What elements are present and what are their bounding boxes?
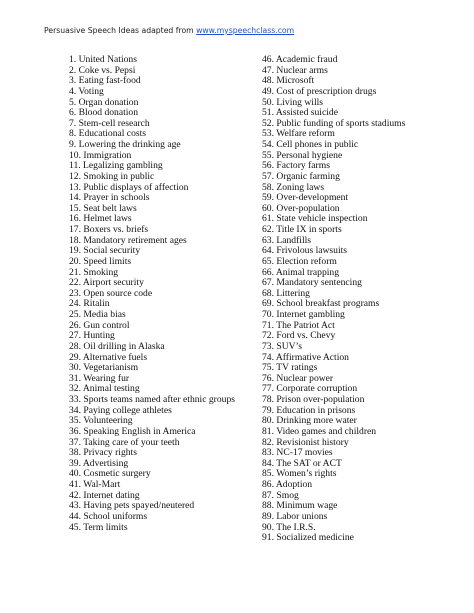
topic-item: 78. Prison over-population bbox=[262, 394, 365, 405]
topic-item: 42. Internet dating bbox=[69, 489, 140, 501]
topic-item: 91. Socialized medicine bbox=[262, 532, 354, 544]
topic-item: 52. Public funding of sports stadiums bbox=[262, 117, 406, 129]
topic-item: 57. Organic farming bbox=[262, 170, 340, 182]
topic-item: 76. Nuclear power bbox=[262, 372, 334, 384]
topic-item: 73. SUV’s bbox=[262, 340, 302, 352]
topic-item: 5. Organ donation bbox=[69, 96, 139, 108]
right-topic-list bbox=[262, 55, 462, 544]
topic-item: 83. NC-17 movies bbox=[262, 447, 333, 459]
topic-item: 26. Gun control bbox=[69, 319, 130, 331]
topic-item: 79. Education in prisons bbox=[262, 404, 356, 416]
topic-item: 71. The Patriot Act bbox=[262, 319, 335, 331]
topic-item: 38. Privacy rights bbox=[69, 447, 137, 459]
topic-item: 74. Affirmative Action bbox=[262, 351, 349, 363]
topic-item: 43. Having pets spayed/neutered bbox=[69, 500, 195, 512]
topic-item: 84. The SAT or ACT bbox=[262, 457, 342, 469]
topic-item: 81. Video games and children bbox=[262, 425, 377, 437]
topic-item: 28. Oil drilling in Alaska bbox=[69, 340, 165, 352]
topic-item: 33. Sports teams named after ethnic groups bbox=[69, 394, 235, 405]
topic-item: 23. Open source code bbox=[69, 287, 153, 299]
topic-item: 35. Volunteering bbox=[69, 415, 133, 427]
topic-item: 69. School breakfast programs bbox=[262, 298, 380, 310]
topic-item: 36. Speaking English in America bbox=[69, 425, 196, 437]
topic-item: 25. Media bias bbox=[69, 309, 126, 320]
topic-item: 34. Paying college athletes bbox=[69, 404, 172, 416]
topic-item: 54. Cell phones in public bbox=[262, 139, 359, 150]
topic-item: 45. Term limits bbox=[69, 521, 128, 533]
topic-item: 12. Smoking in public bbox=[69, 170, 155, 182]
topic-item: 8. Educational costs bbox=[69, 128, 146, 140]
topic-item: 82. Revisionist history bbox=[262, 436, 349, 448]
header-text: Persuasive Speech Ideas adapted from bbox=[44, 26, 197, 35]
topic-item: 32. Animal testing bbox=[69, 383, 140, 395]
topic-item: 61. State vehicle inspection bbox=[262, 213, 368, 225]
topic-item: 21. Smoking bbox=[69, 266, 119, 278]
topic-item: 65. Election reform bbox=[262, 255, 337, 267]
topic-item: 31. Wearing fur bbox=[69, 372, 130, 384]
topic-item: 15. Seat belt laws bbox=[69, 202, 137, 214]
topic-item: 40. Cosmetic surgery bbox=[69, 468, 151, 480]
topic-item: 72. Ford vs. Chevy bbox=[262, 330, 336, 342]
topic-item: 6. Blood donation bbox=[69, 107, 139, 119]
topic-item: 88. Minimum wage bbox=[262, 500, 338, 512]
topic-item: 20. Speed limits bbox=[69, 255, 132, 267]
topic-item: 86. Adoption bbox=[262, 479, 313, 490]
topic-item: 50. Living wills bbox=[262, 96, 324, 108]
topic-item: 51. Assisted suicide bbox=[262, 107, 338, 119]
topic-item: 85. Women’s rights bbox=[262, 468, 337, 480]
topic-item: 10. Immigration bbox=[69, 149, 132, 161]
topic-item: 9. Lowering the drinking age bbox=[69, 139, 181, 150]
topic-item: 17. Boxers vs. briefs bbox=[69, 224, 149, 235]
topic-item: 49. Cost of prescription drugs bbox=[262, 85, 377, 97]
topic-item: 46. Academic fraud bbox=[262, 54, 338, 65]
topic-item: 47. Nuclear arms bbox=[262, 64, 328, 76]
topic-item: 30. Vegetarianism bbox=[69, 362, 139, 374]
topic-item: 27. Hunting bbox=[69, 330, 115, 342]
topic-item: 55. Personal hygiene bbox=[262, 149, 343, 161]
topic-item: 7. Stem-cell research bbox=[69, 117, 150, 129]
topic-item: 87. Smog bbox=[262, 489, 299, 501]
topic-item: 60. Over-population bbox=[262, 202, 340, 214]
topic-item: 19. Social security bbox=[69, 245, 141, 257]
topic-item: 22. Airport security bbox=[69, 277, 144, 289]
topic-item: 2. Coke vs. Pepsi bbox=[69, 64, 136, 76]
topic-item: 14. Prayer in schools bbox=[69, 192, 150, 204]
topic-item: 29. Alternative fuels bbox=[69, 351, 148, 363]
topic-item: 89. Labor unions bbox=[262, 510, 328, 522]
topic-item: 68. Littering bbox=[262, 287, 310, 299]
topic-item: 66. Animal trapping bbox=[262, 266, 340, 278]
topic-item: 67. Mandatory sentencing bbox=[262, 277, 362, 289]
topic-item: 62. Title IX in sports bbox=[262, 224, 342, 235]
topic-item: 16. Helmet laws bbox=[69, 213, 132, 225]
topic-item: 56. Factory farms bbox=[262, 160, 330, 172]
topic-item: 41. Wal-Mart bbox=[69, 479, 121, 490]
left-topic-list bbox=[69, 55, 249, 533]
topic-item: 75. TV ratings bbox=[262, 362, 318, 374]
topic-item: 48. Microsoft bbox=[262, 75, 315, 87]
topic-item: 4. Voting bbox=[69, 85, 104, 97]
topic-item: 18. Mandatory retirement ages bbox=[69, 234, 187, 246]
topic-item: 63. Landfills bbox=[262, 234, 312, 246]
topic-item: 37. Taking care of your teeth bbox=[69, 436, 180, 448]
topic-item: 24. Ritalin bbox=[69, 298, 110, 310]
topic-item: 59. Over-development bbox=[262, 192, 349, 204]
page-header bbox=[44, 26, 294, 35]
topic-item: 44. School uniforms bbox=[69, 510, 148, 522]
topic-item: 11. Legalizing gambling bbox=[69, 160, 163, 172]
topic-item: 64. Frivolous lawsuits bbox=[262, 245, 348, 257]
topic-item: 1. United Nations bbox=[69, 54, 137, 65]
topic-item: 90. The I.R.S. bbox=[262, 521, 316, 533]
topic-item: 58. Zoning laws bbox=[262, 181, 325, 193]
topic-item: 13. Public displays of affection bbox=[69, 181, 189, 193]
topic-item: 53. Welfare reform bbox=[262, 128, 335, 140]
topic-item: 77. Corporate corruption bbox=[262, 383, 358, 395]
topic-item: 3. Eating fast-food bbox=[69, 75, 141, 87]
topic-item: 70. Internet gambling bbox=[262, 309, 345, 320]
topic-item: 39. Advertising bbox=[69, 457, 129, 469]
topic-item: 80. Drinking more water bbox=[262, 415, 357, 427]
source-link[interactable]: www.myspeechclass.com bbox=[196, 26, 295, 35]
